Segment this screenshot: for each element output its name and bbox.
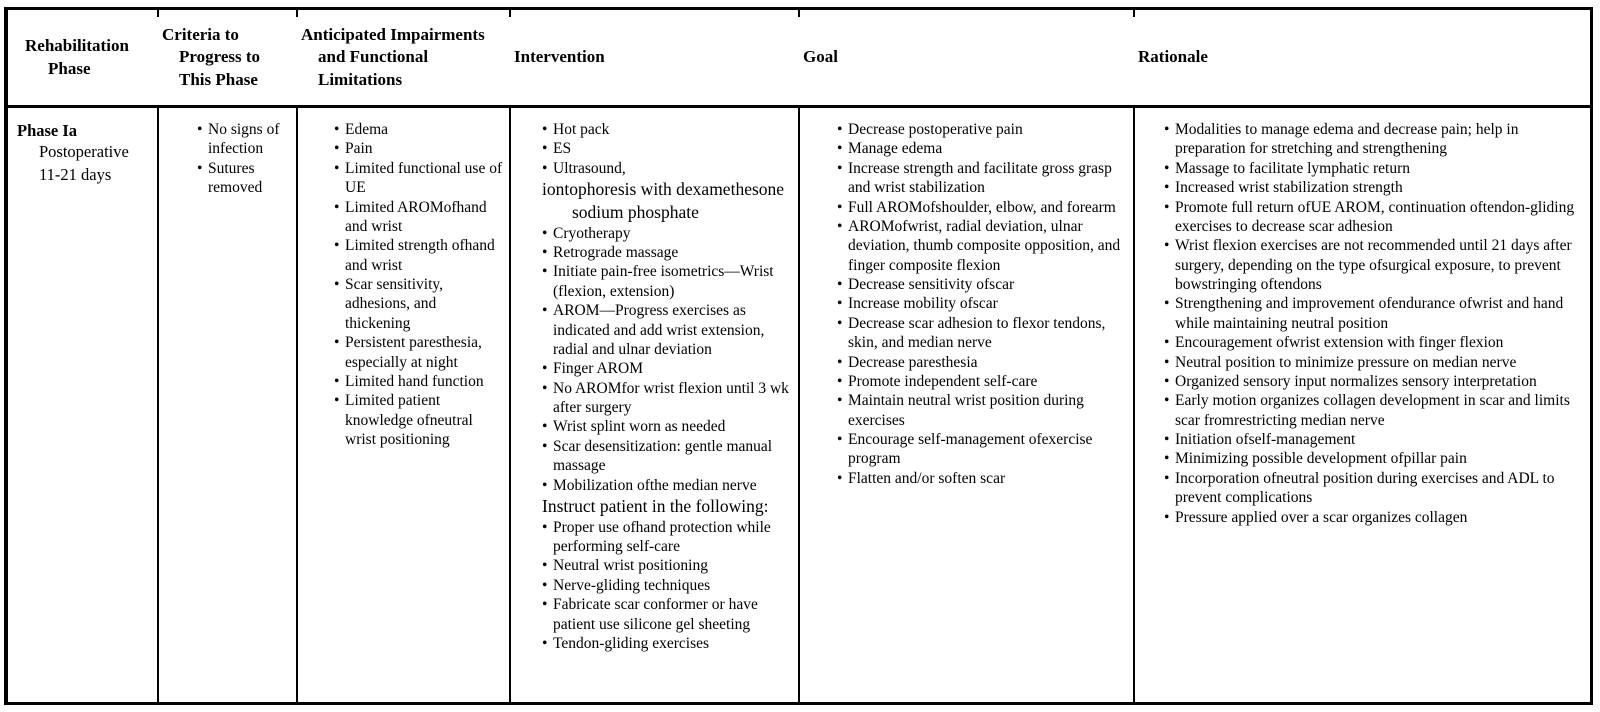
column-divider-tick xyxy=(1133,10,1135,17)
header-cell-intervention xyxy=(511,10,800,105)
bullet-text: Decrease sensitivity ofscar xyxy=(848,276,1015,293)
bullet-text: Wrist splint worn as needed xyxy=(553,418,726,436)
bullet-item xyxy=(542,359,794,378)
header-label-intervention: Intervention xyxy=(514,47,605,67)
bullet-marker: • xyxy=(1164,179,1170,197)
bullet-text: Initiate pain-free isometrics—Wrist (flexion, extension) xyxy=(553,263,774,300)
cell-interventions-list xyxy=(511,108,800,702)
header-label-rationale: Rationale xyxy=(1138,47,1208,67)
bullet-item xyxy=(334,120,505,139)
bullet-item xyxy=(334,139,505,158)
bullet-marker: • xyxy=(542,576,548,594)
bullet-item xyxy=(542,379,794,418)
bullet-text: Decrease postoperative pain xyxy=(848,121,1023,138)
header-cell-rehabilitation-phase xyxy=(8,10,159,105)
bullet-text: Scar sensitivity, adhesions, and thickening xyxy=(345,276,444,332)
bullet-marker: • xyxy=(1164,198,1170,216)
bullet-item xyxy=(837,294,1129,313)
bullet-marker: • xyxy=(837,276,843,293)
header-cell-criteria xyxy=(159,10,298,105)
bullet-marker: • xyxy=(837,121,843,138)
bullet-marker: • xyxy=(837,372,843,390)
bullet-text: Encouragement ofwrist extension with finger flexion xyxy=(1175,334,1504,352)
bullet-item xyxy=(1164,333,1586,352)
bullet-text: Mobilization ofthe median nerve xyxy=(553,476,757,494)
bullet-marker: • xyxy=(1164,334,1170,352)
bullet-text: AROM—Progress exercises as indicated and add wrist extension, radial and ulnar deviation xyxy=(553,302,765,358)
bullet-marker: • xyxy=(542,360,548,378)
cell-impairments-list xyxy=(298,108,511,702)
bullet-item xyxy=(1164,469,1586,508)
column-divider-tick xyxy=(798,10,800,17)
bullet-marker: • xyxy=(334,237,340,255)
bullet-marker: • xyxy=(542,244,548,261)
bullet-marker: • xyxy=(837,353,843,371)
bullet-item xyxy=(837,159,1129,198)
bullet-marker: • xyxy=(334,198,340,216)
header-label-rehabilitation-phase: Rehabilitation Phase xyxy=(25,36,129,78)
bullet-item xyxy=(1164,178,1586,197)
bullet-text: Scar desensitization: gentle manual massage xyxy=(553,437,773,475)
bullet-item xyxy=(542,595,794,634)
bullet-item xyxy=(542,120,794,139)
bullet-marker: • xyxy=(542,476,548,494)
bullet-marker: • xyxy=(1164,450,1170,468)
bullet-item xyxy=(542,634,794,653)
bullet-item xyxy=(334,333,505,372)
bullet-text: Modalities to manage edema and decrease pain; help in preparation for stretching and strengthening xyxy=(1175,121,1519,158)
bullet-text: Finger AROM xyxy=(553,360,643,378)
bullet-item xyxy=(542,437,794,476)
bullet-item xyxy=(542,476,794,495)
bullet-text: Pain xyxy=(345,140,373,158)
bullet-item xyxy=(1164,198,1586,237)
bullet-item xyxy=(542,262,794,301)
bullet-marker: • xyxy=(334,372,340,390)
bullet-text: Limited strength ofhand and wrist xyxy=(345,237,495,274)
bullet-item xyxy=(837,139,1129,158)
bullet-marker: • xyxy=(197,159,203,177)
bullet-marker: • xyxy=(837,159,843,177)
bullet-text: Wrist flexion exercises are not recommended until 21 days after surgery, depending on the type ofsurgical exposure, to prevent bowstringing oftendons xyxy=(1175,237,1572,293)
bullet-text: Full AROMofshoulder, elbow, and forearm xyxy=(848,198,1116,216)
bullet-item xyxy=(1164,449,1586,468)
bullet-marker: • xyxy=(837,314,843,332)
bullet-marker: • xyxy=(334,140,340,158)
bullet-marker: • xyxy=(542,121,548,138)
bullet-marker: • xyxy=(1164,392,1170,410)
bullet-marker: • xyxy=(542,224,548,242)
bullet-item xyxy=(542,243,794,262)
bullet-text: Decrease paresthesia xyxy=(848,353,978,371)
bullet-item xyxy=(837,430,1129,469)
bullet-marker: • xyxy=(1164,237,1170,255)
bullet-item xyxy=(542,556,794,575)
bullet-text: Decrease scar adhesion to flexor tendons, skin, and median nerve xyxy=(848,314,1106,352)
bullet-item xyxy=(334,236,505,275)
header-label-impairments: Anticipated Impairments and Functional Limitations xyxy=(301,24,485,89)
bullet-item xyxy=(1164,372,1586,391)
bullet-text: No signs of infection xyxy=(208,121,280,158)
bullet-text: No AROMfor wrist flexion until 3 wk after surgery xyxy=(553,379,789,416)
bullet-item xyxy=(837,217,1129,275)
bullet-text: Strengthening and improvement ofendurance ofwrist and hand while maintaining neutral position xyxy=(1175,295,1564,332)
bullet-text: Cryotherapy xyxy=(553,224,631,242)
bullet-marker: • xyxy=(1164,353,1170,371)
bullet-text: Early motion organizes collagen development in scar and limits scar fromrestricting median nerve xyxy=(1175,392,1570,429)
bullet-marker: • xyxy=(837,217,843,235)
rehab-protocol-table xyxy=(4,7,1593,705)
bullet-item xyxy=(334,159,505,198)
bullet-text: Neutral wrist positioning xyxy=(553,557,708,575)
bullet-item xyxy=(1164,294,1586,333)
bullet-marker: • xyxy=(837,431,843,448)
bullet-text: Sutures removed xyxy=(208,159,263,197)
column-divider-tick xyxy=(296,10,298,17)
bullet-item xyxy=(542,301,794,359)
table-header-row xyxy=(8,10,1590,108)
bullet-item xyxy=(542,576,794,595)
bullet-marker: • xyxy=(1164,508,1170,526)
bullet-marker: • xyxy=(837,295,843,313)
header-cell-impairments xyxy=(298,10,511,105)
bullet-text: ES xyxy=(553,140,572,158)
bullet-text: Limited functional use of UE xyxy=(345,159,503,197)
bullet-marker: • xyxy=(1164,372,1170,390)
bullet-marker: • xyxy=(837,140,843,158)
bullet-item xyxy=(542,518,794,557)
header-cell-rationale xyxy=(1135,10,1590,105)
bullet-item xyxy=(837,120,1129,139)
bullet-item xyxy=(1164,391,1586,430)
bullet-item xyxy=(334,372,505,391)
bullet-item xyxy=(837,469,1129,488)
bullet-marker: • xyxy=(334,276,340,293)
phase-duration: 11-21 days xyxy=(39,164,112,184)
bullet-marker: • xyxy=(1164,431,1170,448)
bullet-marker: • xyxy=(334,392,340,410)
bullet-marker: • xyxy=(542,596,548,614)
bullet-item xyxy=(837,391,1129,430)
bullet-item xyxy=(542,139,794,158)
bullet-marker: • xyxy=(542,634,548,652)
bullet-text: Organized sensory input normalizes sensory interpretation xyxy=(1175,372,1537,390)
bullet-marker: • xyxy=(837,198,843,216)
bullet-text: Fabricate scar conformer or have patient use silicone gel sheeting xyxy=(553,596,758,633)
bullet-marker: • xyxy=(837,469,843,487)
bullet-text: Incorporation ofneutral position during exercises and ADL to prevent complications xyxy=(1175,469,1555,507)
bullet-text: Flatten and/or soften scar xyxy=(848,469,1006,487)
bullet-text: Maintain neutral wrist position during exercises xyxy=(848,392,1084,429)
bullet-text: Limited AROMofhand and wrist xyxy=(345,198,487,235)
header-cell-goal xyxy=(800,10,1135,105)
bullet-marker: • xyxy=(542,302,548,320)
bullet-item xyxy=(542,159,794,178)
bullet-item xyxy=(542,224,794,243)
bullet-item xyxy=(1164,353,1586,372)
bullet-text: Nerve-gliding techniques xyxy=(553,576,711,594)
bullet-marker: • xyxy=(334,334,340,352)
bullet-item xyxy=(837,372,1129,391)
bullet-item xyxy=(837,198,1129,217)
bullet-text: AROMofwrist, radial deviation, ulnar deviation, thumb composite opposition, and finger composite flexion xyxy=(848,217,1121,274)
bullet-marker: • xyxy=(334,159,340,177)
bullet-marker: • xyxy=(542,418,548,436)
bullet-marker: • xyxy=(542,159,548,177)
bullet-text: Increased wrist stabilization strength xyxy=(1175,179,1403,197)
bullet-marker: • xyxy=(542,518,548,536)
bullet-item xyxy=(837,314,1129,353)
bullet-marker: • xyxy=(334,121,340,138)
bullet-text: Encourage self-management ofexercise program xyxy=(848,431,1093,468)
text-line: Instruct patient in the following: xyxy=(542,495,769,516)
bullet-item xyxy=(197,159,292,198)
bullet-item xyxy=(1164,508,1586,527)
bullet-marker: • xyxy=(542,140,548,158)
bullet-text: Promote independent self-care xyxy=(848,372,1038,390)
bullet-text: Retrograde massage xyxy=(553,244,679,261)
bullet-text: Promote full return ofUE AROM, continuation oftendon-gliding exercises to decrease scar adhesion xyxy=(1175,198,1575,235)
bullet-item xyxy=(542,417,794,436)
bullet-text: Edema xyxy=(345,121,389,138)
column-divider-tick xyxy=(157,10,159,17)
bullet-text: Pressure applied over a scar organizes collagen xyxy=(1175,508,1468,526)
header-label-goal: Goal xyxy=(803,47,838,67)
bullet-text: Massage to facilitate lymphatic return xyxy=(1175,159,1410,177)
bullet-text: Neutral position to minimize pressure on median nerve xyxy=(1175,353,1517,371)
header-label-criteria: Criteria to Progress to This Phase xyxy=(162,24,261,89)
bullet-marker: • xyxy=(542,437,548,455)
bullet-marker: • xyxy=(1164,295,1170,313)
cell-criteria-list xyxy=(159,108,298,702)
bullet-item xyxy=(1164,430,1586,449)
bullet-item xyxy=(837,275,1129,294)
bullet-marker: • xyxy=(197,121,203,138)
bullet-item xyxy=(334,198,505,237)
bullet-text: Proper use ofhand protection while performing self-care xyxy=(553,518,771,555)
bullet-text: Initiation ofself-management xyxy=(1175,431,1356,448)
bullet-marker: • xyxy=(1164,159,1170,177)
phase-subtitle: Postoperative xyxy=(39,142,129,162)
bullet-text: Limited hand function xyxy=(345,372,484,390)
bullet-marker: • xyxy=(542,557,548,575)
bullet-item xyxy=(1164,159,1586,178)
bullet-text: Hot pack xyxy=(553,121,610,138)
bullet-item xyxy=(837,353,1129,372)
bullet-text: Tendon-gliding exercises xyxy=(553,634,710,652)
cell-rationale-list xyxy=(1135,108,1590,702)
phase-title: Phase Ia xyxy=(17,121,78,140)
bullet-text: Persistent paresthesia, especially at night xyxy=(345,334,482,371)
bullet-text: Limited patient knowledge ofneutral wrist positioning xyxy=(345,392,473,448)
bullet-marker: • xyxy=(837,392,843,410)
bullet-marker: • xyxy=(1164,121,1170,138)
bullet-item xyxy=(1164,120,1586,159)
bullet-item xyxy=(334,391,505,449)
table-body-row xyxy=(8,108,1590,702)
bullet-text: Increase strength and facilitate gross grasp and wrist stabilization xyxy=(848,159,1112,197)
bullet-marker: • xyxy=(542,379,548,397)
bullet-item xyxy=(334,275,505,333)
cell-goals-list xyxy=(800,108,1135,702)
column-divider-tick xyxy=(509,10,511,17)
bullet-text: Increase mobility ofscar xyxy=(848,295,998,313)
bullet-item xyxy=(197,120,292,159)
bullet-text: Minimizing possible development ofpillar pain xyxy=(1175,450,1467,468)
bullet-item xyxy=(1164,236,1586,294)
cell-rehabilitation-phase xyxy=(8,108,159,702)
bullet-marker: • xyxy=(1164,469,1170,487)
bullet-text: Manage edema xyxy=(848,140,943,158)
text-line: iontophoresis with dexamethesone sodium phosphate xyxy=(542,179,785,222)
bullet-marker: • xyxy=(542,263,548,281)
bullet-text: Ultrasound, xyxy=(553,159,626,177)
